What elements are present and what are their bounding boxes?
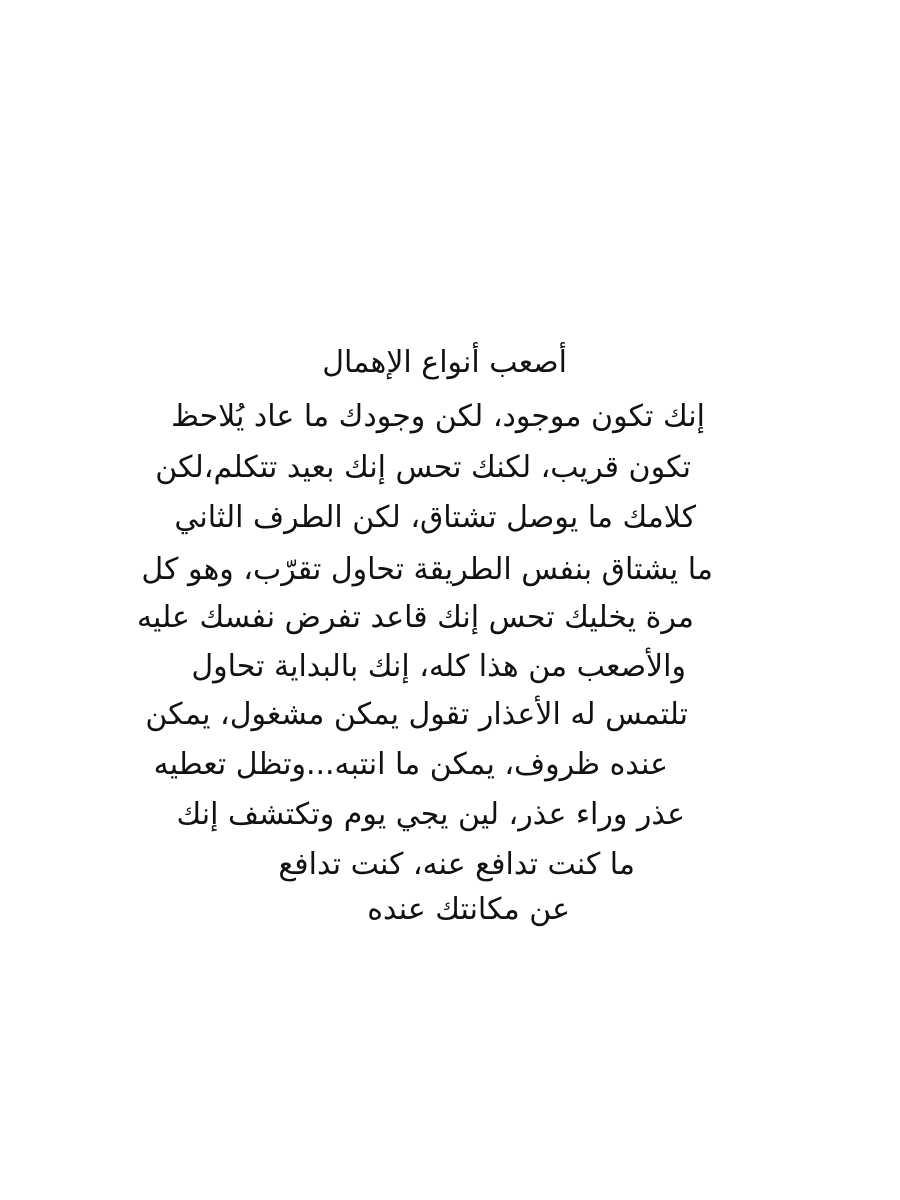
text-line-2: تكون قريب، لكنك تحس إنك بعيد تتكلم،لكن: [155, 450, 691, 485]
text-line-3: كلامك ما يوصل تشتاق، لكن الطرف الثاني: [174, 500, 696, 535]
text-line-5: مرة يخليك تحس إنك قاعد تفرض نفسك عليه: [136, 600, 694, 635]
text-line-4: ما يشتاق بنفس الطريقة تحاول تقرّب، وهو كل: [141, 552, 713, 587]
text-line-6: والأصعب من هذا كله، إنك بالبداية تحاول: [191, 649, 686, 684]
document-title: أصعب أنواع الإهمال: [322, 345, 567, 380]
text-line-11: عن مكانتك عنده: [367, 892, 570, 927]
text-line-7: تلتمس له الأعذار تقول يمكن مشغول، يمكن: [145, 697, 688, 732]
text-line-10: ما كنت تدافع عنه، كنت تدافع: [278, 847, 635, 882]
text-line-1: إنك تكون موجود، لكن وجودك ما عاد يُلاحظ: [171, 399, 705, 434]
text-line-9: عذر وراء عذر، لين يجي يوم وتكتشف إنك: [176, 797, 685, 832]
text-line-8: عنده ظروف، يمكن ما انتبه...وتظل تعطيه: [153, 747, 668, 782]
